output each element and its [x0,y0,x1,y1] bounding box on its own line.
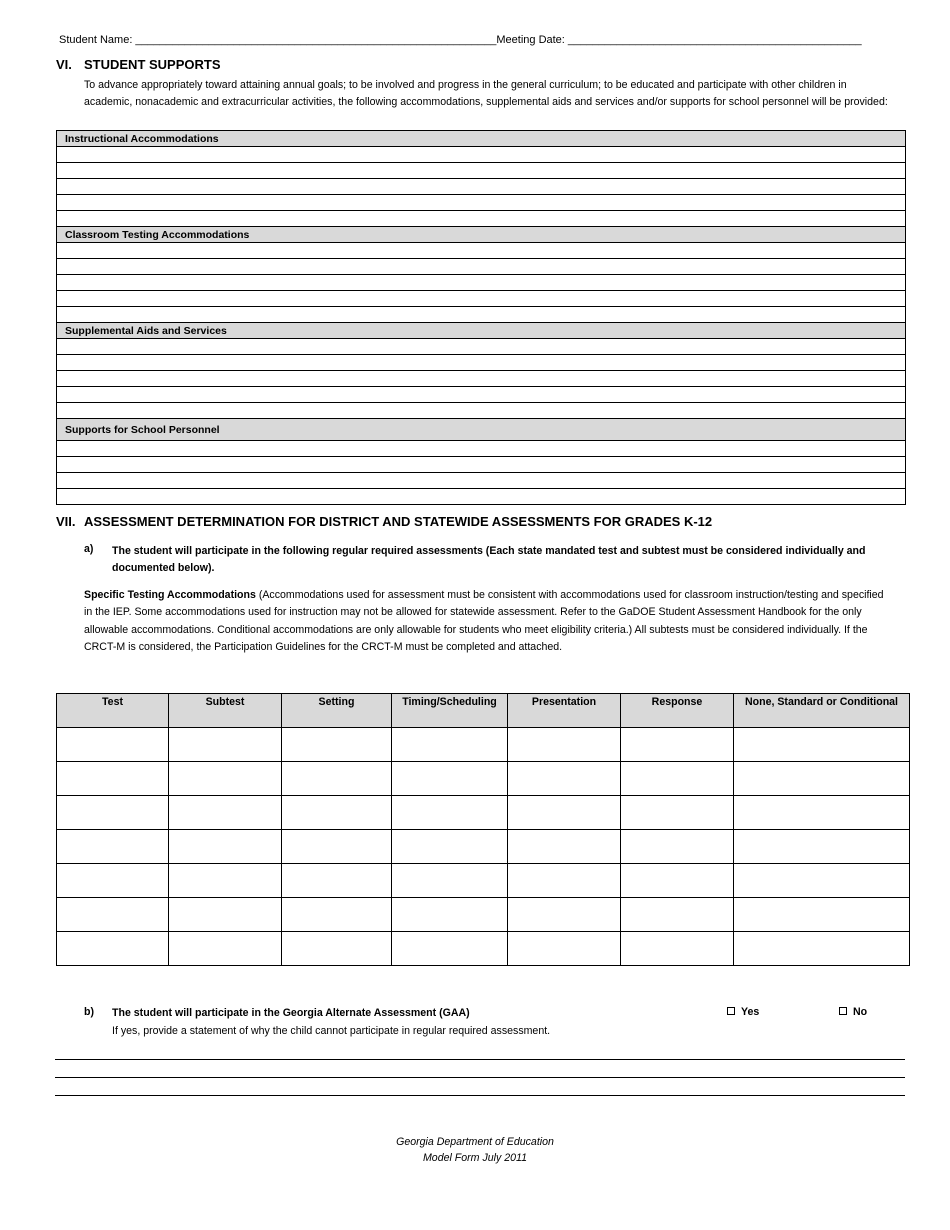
statement-line[interactable] [55,1095,905,1096]
table-cell[interactable] [169,796,282,830]
entry-row[interactable] [57,387,906,403]
entry-row[interactable] [57,147,906,163]
col-timing-scheduling: Timing/Scheduling [392,694,508,728]
no-checkbox[interactable] [839,1007,847,1015]
table-cell[interactable] [282,864,392,898]
table-cell[interactable] [508,932,621,966]
entry-row[interactable] [57,403,906,419]
table-cell[interactable] [508,796,621,830]
table-cell[interactable] [621,898,734,932]
entry-row[interactable] [57,441,906,457]
table-cell[interactable] [508,864,621,898]
item-b-label: b) [84,1006,94,1018]
entry-row[interactable] [57,243,906,259]
no-option[interactable] [839,1006,867,1018]
table-cell[interactable] [57,762,169,796]
col-none-standard-conditional: None, Standard or Conditional [734,694,910,728]
entry-row[interactable] [57,355,906,371]
entry-row[interactable] [57,489,906,505]
table-row [57,796,910,830]
table-cell[interactable] [734,796,910,830]
col-response: Response [621,694,734,728]
table-row [57,864,910,898]
item-b-subtext: If yes, provide a statement of why the child cannot participate in regular required assessment. [112,1025,551,1037]
yes-label: Yes [741,1006,760,1018]
table-cell[interactable] [169,864,282,898]
col-test: Test [57,694,169,728]
entry-row[interactable] [57,211,906,227]
table-cell[interactable] [508,830,621,864]
footer-line-1: Georgia Department of Education [396,1136,554,1148]
table-cell[interactable] [392,796,508,830]
entry-row[interactable] [57,195,906,211]
table-row [57,728,910,762]
table-cell[interactable] [621,830,734,864]
col-presentation: Presentation [508,694,621,728]
table-cell[interactable] [392,830,508,864]
table-cell[interactable] [57,830,169,864]
no-label: No [853,1006,868,1018]
entry-row[interactable] [57,163,906,179]
table-row [57,898,910,932]
table-cell[interactable] [169,762,282,796]
yes-option[interactable] [727,1006,759,1018]
student-info-line [59,34,862,46]
table-cell[interactable] [169,932,282,966]
table-cell[interactable] [282,762,392,796]
table-cell[interactable] [734,762,910,796]
table-cell[interactable] [282,796,392,830]
table-cell[interactable] [57,898,169,932]
entry-row[interactable] [57,179,906,195]
specific-testing-paragraph [84,587,894,656]
table-cell[interactable] [57,796,169,830]
section-6-title: STUDENT SUPPORTS [84,57,221,72]
table-cell[interactable] [282,830,392,864]
table-cell[interactable] [621,932,734,966]
specific-testing-title: Specific Testing Accommodations [84,589,256,601]
table-cell[interactable] [734,898,910,932]
table-cell[interactable] [392,728,508,762]
student-name-field[interactable]: Student Name: ___________________________________________________________ [59,34,497,46]
table-cell[interactable] [169,728,282,762]
table-cell[interactable] [734,864,910,898]
group-supports-school-personnel: Supports for School Personnel [57,419,906,441]
student-supports-table [56,130,906,505]
table-row [57,932,910,966]
item-a-label: a) [84,543,94,555]
table-cell[interactable] [392,864,508,898]
footer [0,1134,950,1166]
table-cell[interactable] [621,728,734,762]
entry-row[interactable] [57,275,906,291]
col-subtest: Subtest [169,694,282,728]
entry-row[interactable] [57,473,906,489]
table-cell[interactable] [392,932,508,966]
entry-row[interactable] [57,339,906,355]
entry-row[interactable] [57,259,906,275]
section-6-heading [56,57,221,72]
table-cell[interactable] [508,762,621,796]
table-cell[interactable] [621,864,734,898]
table-cell[interactable] [508,728,621,762]
table-row [57,762,910,796]
footer-line-2: Model Form July 2011 [422,1152,528,1164]
table-cell[interactable] [734,728,910,762]
table-cell[interactable] [169,898,282,932]
group-instructional-accommodations: Instructional Accommodations [57,131,906,147]
table-cell[interactable] [734,932,910,966]
section-7-heading [56,514,712,529]
entry-row[interactable] [57,291,906,307]
entry-row[interactable] [57,371,906,387]
table-cell[interactable] [621,796,734,830]
table-cell[interactable] [282,898,392,932]
table-cell[interactable] [282,932,392,966]
item-b-text: The student will participate in the Georgia Alternate Assessment (GAA) [112,1007,470,1019]
table-cell[interactable] [57,728,169,762]
entry-row[interactable] [57,457,906,473]
table-cell[interactable] [621,762,734,796]
table-cell[interactable] [392,898,508,932]
col-setting: Setting [282,694,392,728]
table-cell[interactable] [392,762,508,796]
section-6-intro: To advance appropriately toward attaining annual goals; to be involved and progress in the general curriculum; to be educated and participate with other children in academic, nonacademic and extracurricular activities, the following accommodations, supplemental aids and services and/or supports for school personnel will be provided: [84,79,888,109]
section-7-title: ASSESSMENT DETERMINATION FOR DISTRICT AND STATEWIDE ASSESSMENTS FOR GRADES K-12 [84,514,713,529]
item-a-text: The student will participate in the following regular required assessments (Each state mandated test and subtest must be considered individually and documented below). [112,545,866,575]
table-cell[interactable] [57,932,169,966]
group-supplemental-aids: Supplemental Aids and Services [57,323,906,339]
table-row [57,830,910,864]
section-6-number: VI. [56,57,72,72]
table-cell[interactable] [508,898,621,932]
assessment-table [56,693,910,966]
table-cell[interactable] [169,830,282,864]
statement-line[interactable] [55,1059,905,1060]
group-classroom-testing-accommodations: Classroom Testing Accommodations [57,227,906,243]
statement-line[interactable] [55,1077,905,1078]
yes-checkbox[interactable] [727,1007,735,1015]
table-cell[interactable] [734,830,910,864]
specific-testing-text: (Accommodations used for assessment must be consistent with accommodations used for classroom instruction/testing and specified in the IEP. Some accommodations used for instruction may not be allowed for statewide assessment. Refer to the GaDOE Student Assessment Handbook for the only allowable accommodations. Conditional accommodations are only allowable for students who meet eligibility criteria.) All subtests must be considered individually. If the CRCT-M is considered, the Participation Guidelines for the CRCT-M must be completed and attached. [84,589,884,653]
table-cell[interactable] [57,864,169,898]
meeting-date-field[interactable]: Meeting Date: ________________________________________________ [496,34,862,46]
table-cell[interactable] [282,728,392,762]
section-7-number: VII. [56,514,76,529]
entry-row[interactable] [57,307,906,323]
